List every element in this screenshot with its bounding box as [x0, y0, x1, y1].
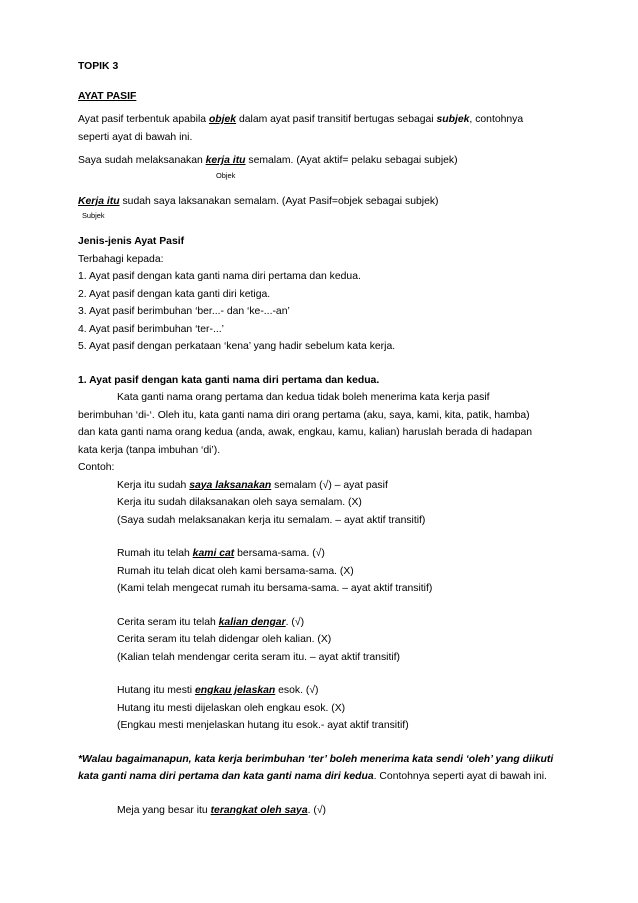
example-passive: Kerja itu sudah saya laksanakan semalam. (Ayat Pasif=objek sebagai subjek) — [78, 195, 439, 207]
example-passive-subject: Kerja itu — [78, 195, 120, 207]
example-wrong: Kerja itu sudah dilaksanakan oleh saya semalam. (X) — [117, 497, 362, 508]
example-active: Saya sudah melaksanakan kerja itu semalam. (Ayat aktif= pelaku sebagai subjek) — [78, 155, 458, 166]
note-paragraph: *Walau bagaimanapun, kata kerja berimbuhan ‘ter’ boleh menerima kata sendi ‘oleh’ yang diikuti — [78, 753, 554, 765]
types-item: 1. Ayat pasif dengan kata ganti nama diri pertama dan kedua. — [78, 271, 361, 282]
section1-paragraph: berimbuhan ‘di-‘. Oleh itu, kata ganti nama diri orang pertama (aku, saya, kami, kita, patik, hamba) — [78, 409, 530, 421]
document-body — [78, 58, 568, 819]
types-item: 4. Ayat pasif berimbuhan ‘ter-...’ — [78, 323, 224, 335]
types-item: 2. Ayat pasif dengan kata ganti diri ketiga. — [78, 288, 271, 300]
example-active-form: (Saya sudah melaksanakan kerja itu semalam. – ayat aktif transitif) — [117, 514, 426, 526]
example-active-form: (Kalian telah mendengar cerita seram itu. – ayat aktif transitif) — [117, 651, 400, 663]
section1-paragraph: kata kerja (tanpa imbuhan ‘di’). — [78, 444, 221, 456]
example-active-form: (Engkau mesti menjelaskan hutang itu esok.- ayat aktif transitif) — [117, 720, 409, 731]
example-correct: Rumah itu telah kami cat bersama-sama. (√) — [117, 548, 325, 559]
section-heading: AYAT PASIF — [78, 90, 137, 102]
note-paragraph-line2: kata ganti nama diri pertama dan kata ganti nama diri kedua. Contohnya seperti ayat di bawah ini. — [78, 771, 547, 782]
intro-paragraph: Ayat pasif terbentuk apabila objek dalam ayat pasif transitif bertugas sebagai subjek, contohnya — [78, 114, 524, 125]
final-example: Meja yang besar itu terangkat oleh saya. (√) — [117, 804, 327, 816]
example-correct: Cerita seram itu telah kalian dengar. (√) — [117, 616, 305, 628]
section1-paragraph: Kata ganti nama orang pertama dan kedua tidak boleh menerima kata kerja pasif — [117, 392, 490, 403]
example-wrong: Rumah itu telah dicat oleh kami bersama-sama. (X) — [117, 565, 354, 577]
example-wrong: Hutang itu mesti dijelaskan oleh engkau esok. (X) — [117, 702, 346, 714]
intro-subjek: subjek — [436, 114, 470, 125]
example-wrong: Cerita seram itu telah didengar oleh kalian. (X) — [117, 634, 332, 645]
label-objek: Objek — [216, 170, 236, 180]
contoh-label: Contoh: — [78, 462, 115, 473]
topic-title: TOPIK 3 — [78, 61, 119, 72]
types-heading: Jenis-jenis Ayat Pasif — [78, 236, 185, 247]
example-correct: Kerja itu sudah saya laksanakan semalam (√) – ayat pasif — [117, 479, 388, 491]
intro-paragraph-line2: seperti ayat di bawah ini. — [78, 131, 193, 143]
types-item: 5. Ayat pasif dengan perkataan ‘kena’ yang hadir sebelum kata kerja. — [78, 341, 396, 352]
example-correct: Hutang itu mesti engkau jelaskan esok. (√) — [117, 685, 319, 696]
types-subheading: Terbahagi kepada: — [78, 253, 164, 265]
label-subjek: Subjek — [82, 211, 105, 220]
example-active-form: (Kami telah mengecat rumah itu bersama-sama. – ayat aktif transitif) — [117, 583, 433, 594]
intro-objek: objek — [208, 114, 237, 125]
section1-heading: 1. Ayat pasif dengan kata ganti nama diri pertama dan kedua. — [78, 374, 380, 386]
section1-paragraph: dan kata ganti nama orang kedua (anda, awak, engkau, kamu, kalian) haruslah berada di hadapan — [78, 427, 533, 438]
types-item: 3. Ayat pasif berimbuhan ‘ber...- dan ‘ke-...-an’ — [78, 306, 290, 317]
example-active-object: kerja itu — [205, 155, 246, 166]
